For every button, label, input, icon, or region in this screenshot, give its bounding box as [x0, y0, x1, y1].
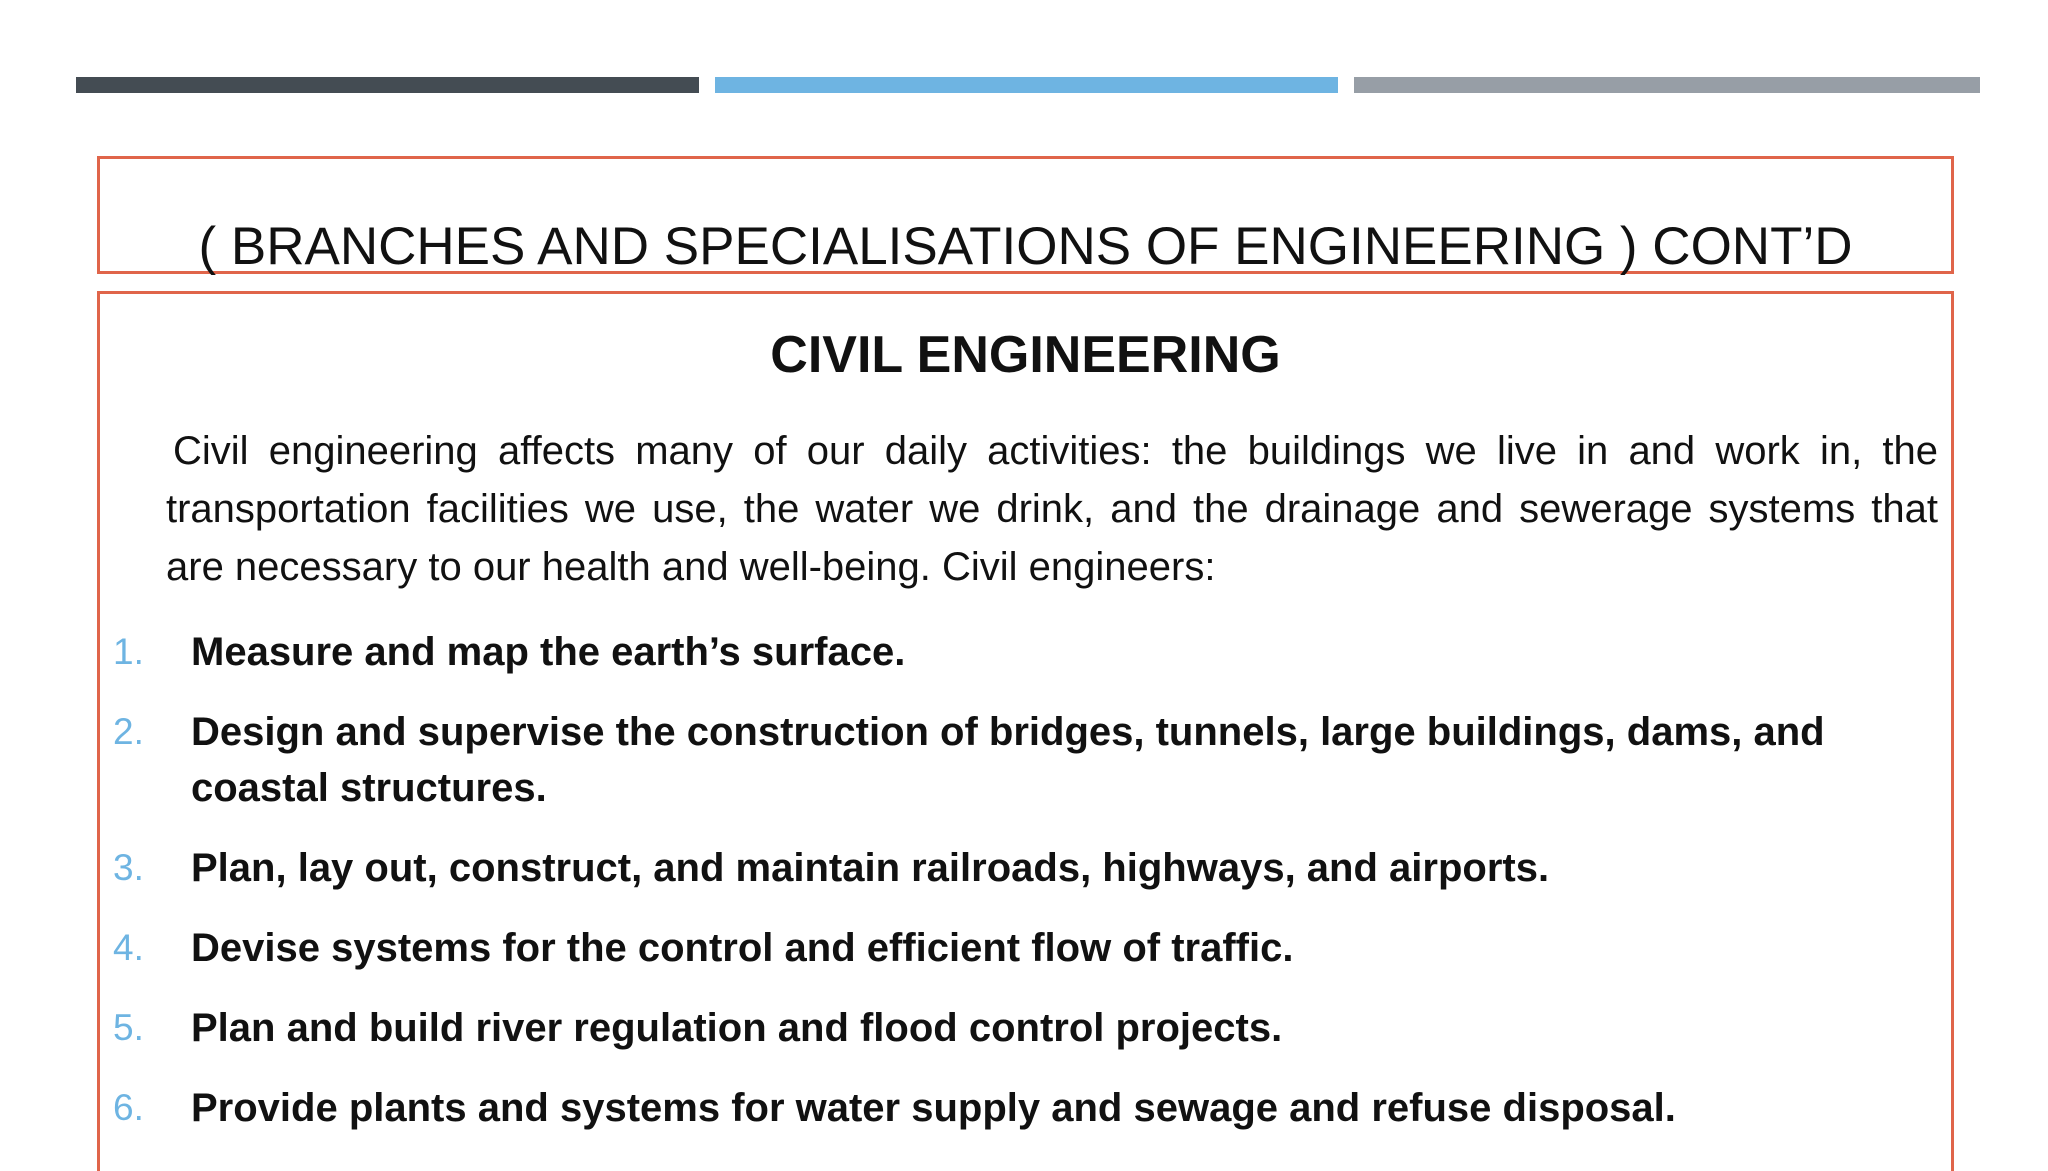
title-box [97, 156, 1954, 274]
slide-title: ( BRANCHES AND SPECIALISATIONS OF ENGINEERING ) CONT’D [198, 217, 1853, 276]
list-item-number: 5. [113, 1007, 144, 1048]
list-item [113, 1000, 1938, 1056]
intro-paragraph: Civil engineering affects many of our daily activities: the buildings we live in and work in, the transportation facilities we use, the water we drink, and the drainage and sewerage systems that are necessary to our health and well-being. Civil engineers: [166, 429, 1938, 589]
list-item-number: 3. [113, 847, 144, 888]
list-item [113, 704, 1938, 816]
accent-bar-dark [76, 77, 699, 93]
civil-engineer-duties-list [113, 624, 1938, 1160]
section-heading: CIVIL ENGINEERING [770, 326, 1281, 384]
accent-bar-blue [715, 77, 1338, 93]
list-item-text: Plan, lay out, construct, and maintain railroads, highways, and airports. [191, 846, 1550, 890]
list-item-text: Design and supervise the construction of bridges, tunnels, large buildings, dams, and coastal structures. [191, 710, 1825, 810]
list-item-text: Provide plants and systems for water supply and sewage and refuse disposal. [191, 1086, 1676, 1130]
list-item [113, 840, 1938, 896]
list-item [113, 624, 1938, 680]
list-item [113, 1080, 1938, 1136]
list-item [113, 920, 1938, 976]
accent-bar-gray [1354, 77, 1980, 93]
content-box [97, 291, 1954, 1171]
list-item-text: Plan and build river regulation and flood control projects. [191, 1006, 1283, 1050]
list-item-number: 1. [113, 631, 144, 672]
list-item-text: Devise systems for the control and efficient flow of traffic. [191, 926, 1294, 970]
list-item-text: Measure and map the earth’s surface. [191, 630, 906, 674]
list-item-number: 2. [113, 711, 144, 752]
list-item-number: 6. [113, 1087, 144, 1128]
list-item-number: 4. [113, 927, 144, 968]
